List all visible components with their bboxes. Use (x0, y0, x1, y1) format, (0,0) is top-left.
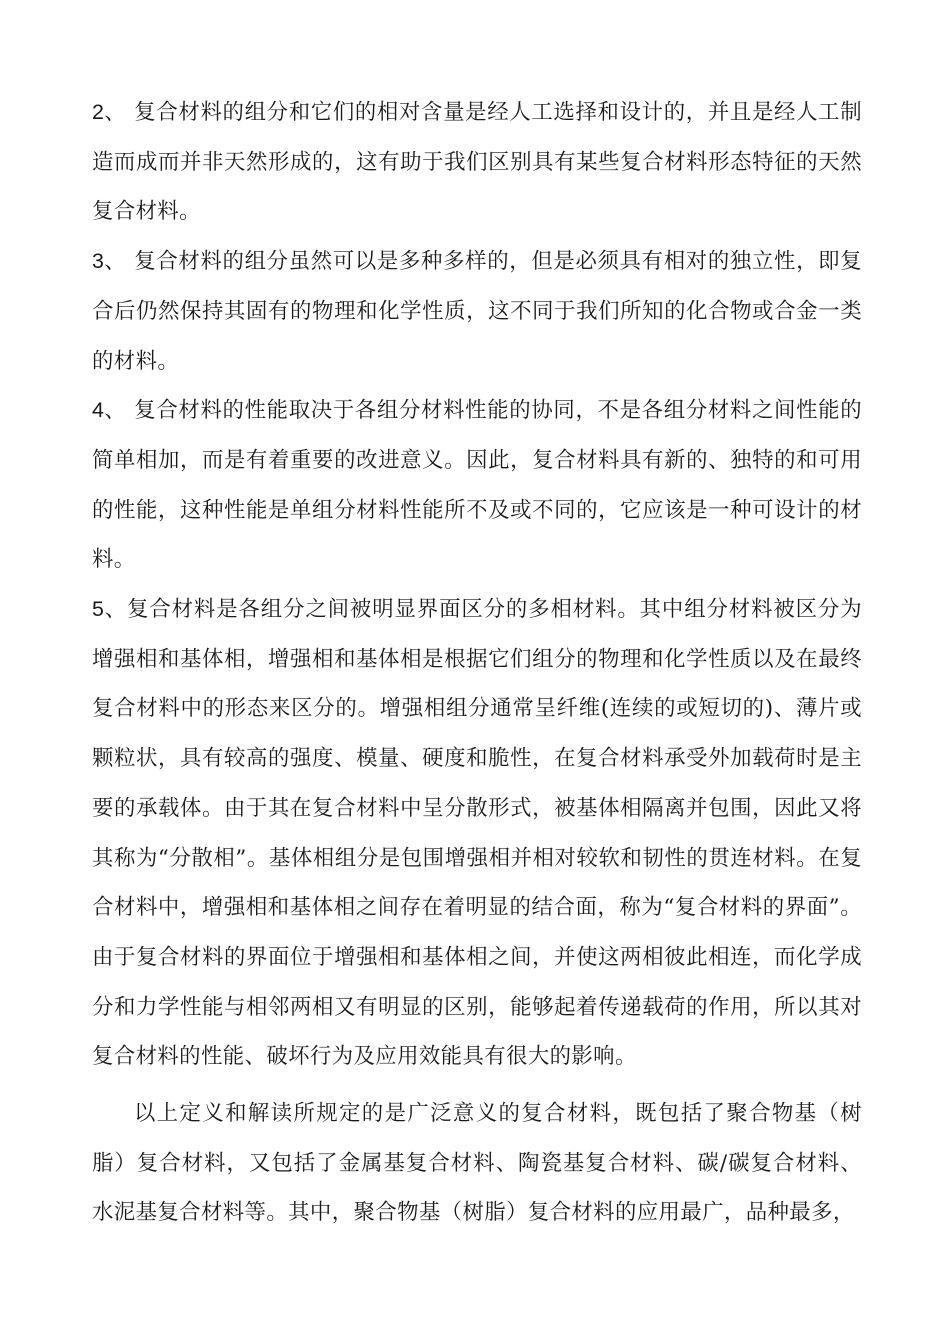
item-number: 3、 (92, 249, 127, 274)
item-text: 复合材料的组分虽然可以是多种多样的，但是必须具有相对的独立性，即复合后仍然保持其固有的物理和化学性质，这不同于我们所知的化合物或合金一类的材料。 (92, 249, 862, 374)
closing-paragraph: 以上定义和解读所规定的是广泛意义的复合材料，既包括了聚合物基（树脂）复合材料，又包括了金属基复合材料、陶瓷基复合材料、碳/碳复合材料、水泥基复合材料等。其中，聚合物基（树脂）复合材料的应用最广，品种最多， (92, 1101, 862, 1226)
document-page (92, 88, 862, 1238)
list-item-5 (92, 585, 862, 1082)
list-item-2 (92, 88, 862, 237)
list-item-3 (92, 237, 862, 386)
item-number: 5、 (92, 597, 128, 622)
item-text: 复合材料是各组分之间被明显界面区分的多相材料。其中组分材料被区分为增强相和基体相，增强相和基体相是根据它们组分的物理和化学性质以及在最终复合材料中的形态来区分的。增强相组分通常呈纤维(连续的或短切的)、薄片或颗粒状，具有较高的强度、模量、硬度和脆性，在复合材料承受外加载荷时是主要的承载体。由于其在复合材料中呈分散形式，被基体相隔离并包围，因此又将其称为“分散相”。基体相组分是包围增强相并相对较软和韧性的贯连材料。在复合材料中，增强相和基体相之间存在着明显的结合面，称为“复合材料的界面”。由于复合材料的界面位于增强相和基体相之间，并使这两相彼此相连，而化学成分和力学性能与相邻两相又有明显的区别，能够起着传递载荷的作用，所以其对复合材料的性能、破坏行为及应用效能具有很大的影响。 (92, 597, 862, 1070)
item-text: 复合材料的性能取决于各组分材料性能的协同，不是各组分材料之间性能的简单相加，而是有着重要的改进意义。因此，复合材料具有新的、独特的和可用的性能，这种性能是单组分材料性能所不及或不同的，它应该是一种可设计的材料。 (92, 398, 862, 573)
item-text: 复合材料的组分和它们的相对含量是经人工选择和设计的，并且是经人工制造而成而并非天然形成的，这有助于我们区别具有某些复合材料形态特征的天然复合材料。 (92, 100, 862, 225)
list-item-4 (92, 386, 862, 585)
item-number: 4、 (92, 398, 127, 423)
item-number: 2、 (92, 100, 127, 124)
